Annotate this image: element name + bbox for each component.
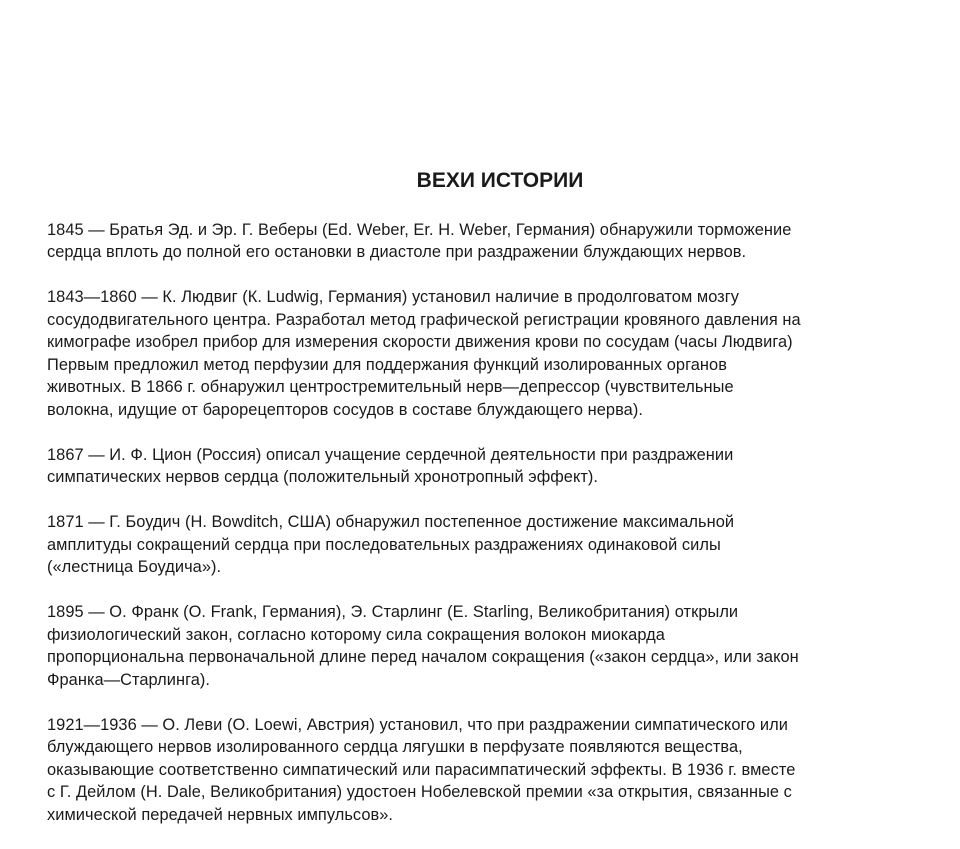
paragraph-1921: 1921—1936 — О. Леви (О. Loewi, Австрия) установил, что при раздражении симпатического или блуждающего нервов изолированного сердца лягушки в перфузате появляются вещества, оказывающие соответственно симпатический или парасимпатический эффекты. В 1936 г. вместе с Г. Дейлом (Н. Dale, Великобритания) удостоен Нобелевской премии «за открытия, связанные с химической передачей нервных импульсов». [47,715,796,824]
paragraph-1871: 1871 — Г. Боудич (Н. Bowditch, США) обнаружил постепенное достижение максимальной амплитуды сокращений сердца при последовательных раздражениях одинаковой силы («лестница Боудича»). [47,513,735,576]
slide-title: ВЕХИ ИСТОРИИ [416,169,584,192]
paragraph-1895: 1895 — О. Франк (О. Frank, Германия), Э. Старлинг (Е. Starling, Великобритания) открыли физиологический закон, согласно которому сила сокращения волокон миокарда пропорциональна первоначальной длине перед началом сокращения («закон сердца», или закон Франка—Старлинга). [47,603,799,689]
paragraph-1843: 1843—1860 — К. Людвиг (К. Ludwig, Германия) установил наличие в продолговатом мозгу сосудодвигательного центра. Разработал метод графической регистрации кровяного давления на кимографе изобрел прибор для измерения скорости движения крови по сосудам (часы Людвига) Первым предложил метод перфузии для поддержания функций изолированных органов животных. В 1866 г. обнаружил центростремительный нерв—депрессор (чувствительные волокна, идущие от барорецепторов сосудов в составе блуждающего нерва). [47,288,801,419]
paragraph-1867: 1867 — И. Ф. Цион (Россия) описал учащение сердечной деятельности при раздражении симпатических нервов сердца (положительный хронотропный эффект). [47,445,734,486]
slide-body [47,196,917,849]
paragraph-1845: 1845 — Братья Эд. и Эр. Г. Веберы (Ed. Weber, Er. H. Weber, Германия) обнаружили торможение сердца вплоть до полной его остановки в диастоле при раздражении блуждающих нервов. [47,220,792,261]
